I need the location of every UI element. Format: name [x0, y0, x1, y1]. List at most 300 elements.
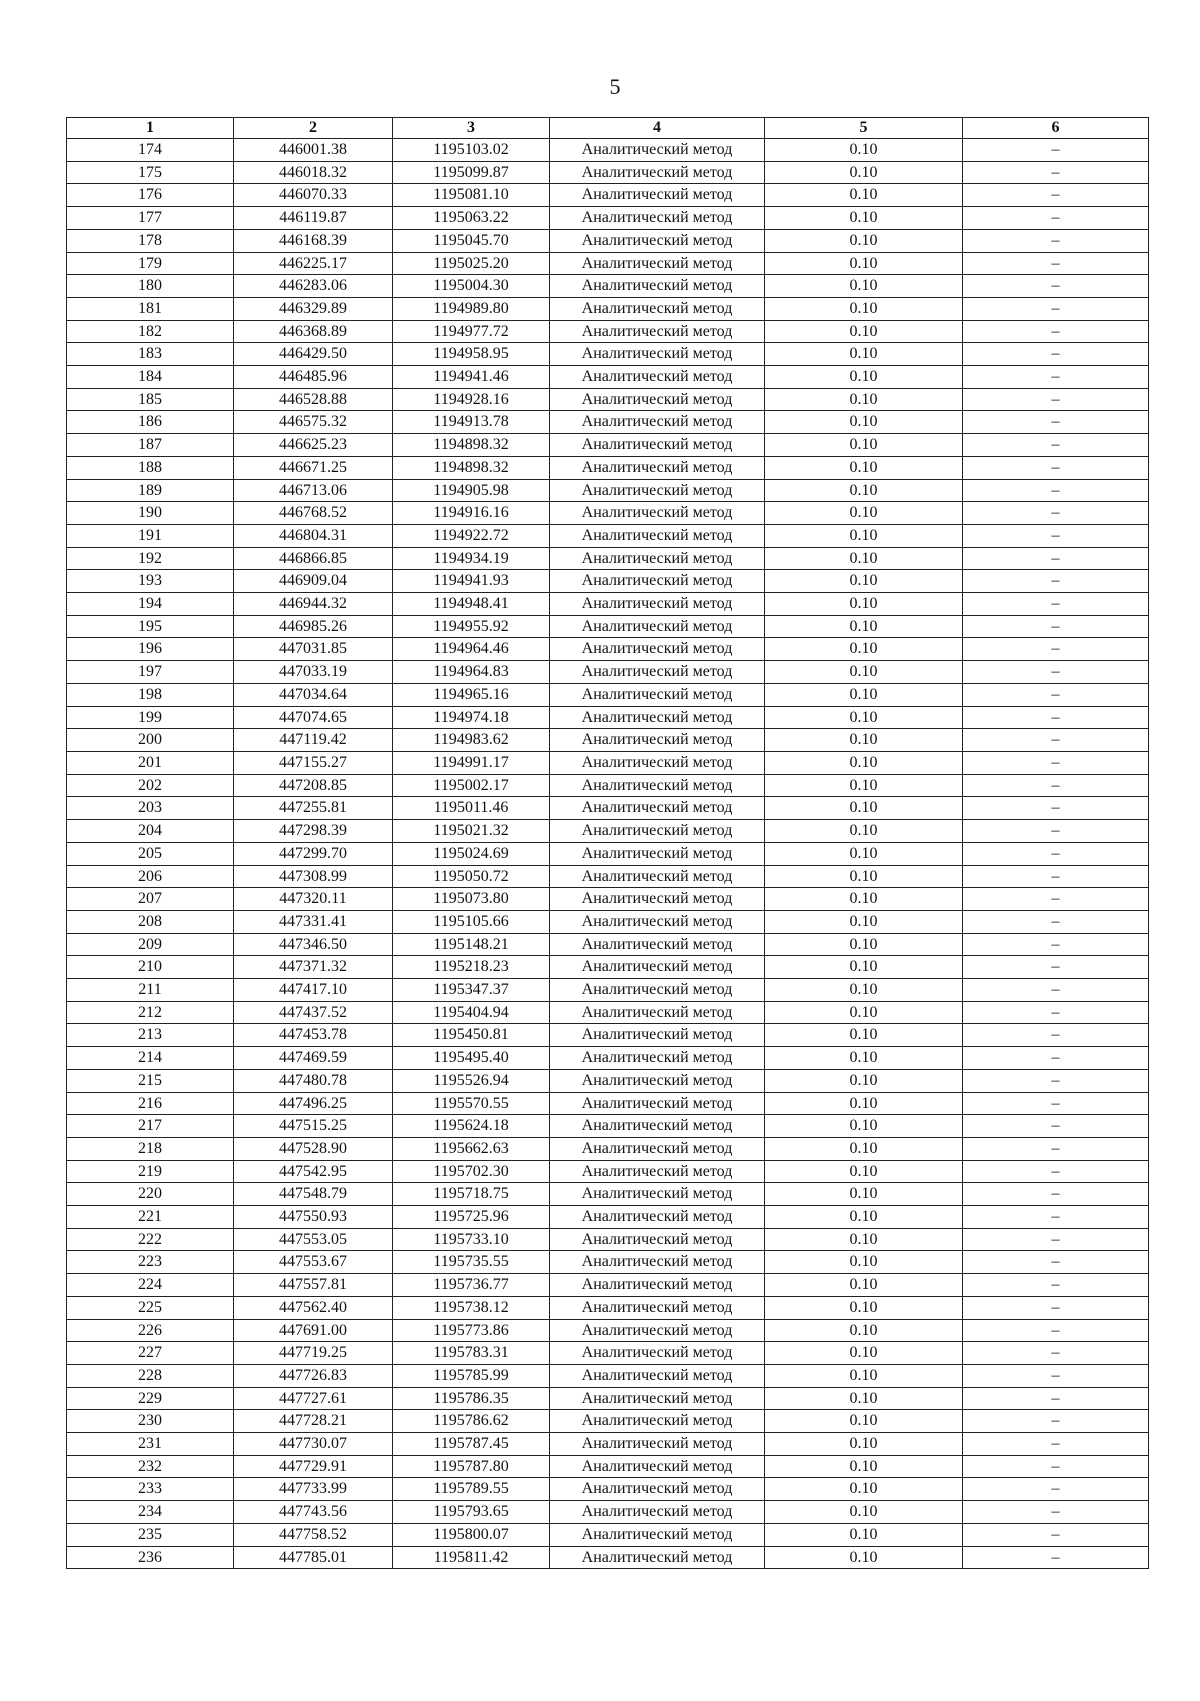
accuracy-cell: 0.10 [765, 1251, 963, 1274]
table-row [67, 933, 1149, 956]
x-coordinate-cell: 446713.06 [234, 479, 393, 502]
method-cell: Аналитический метод [550, 888, 765, 911]
x-coordinate-cell: 447785.01 [234, 1546, 393, 1569]
accuracy-cell: 0.10 [765, 774, 963, 797]
description-cell: – [963, 456, 1149, 479]
accuracy-cell: 0.10 [765, 638, 963, 661]
point-number-cell: 198 [67, 683, 234, 706]
x-coordinate-cell: 447346.50 [234, 933, 393, 956]
table-row [67, 184, 1149, 207]
point-number-cell: 215 [67, 1069, 234, 1092]
accuracy-cell: 0.10 [765, 729, 963, 752]
accuracy-cell: 0.10 [765, 161, 963, 184]
y-coordinate-cell: 1195105.66 [393, 910, 550, 933]
accuracy-cell: 0.10 [765, 820, 963, 843]
point-number-cell: 234 [67, 1501, 234, 1524]
method-cell: Аналитический метод [550, 1387, 765, 1410]
method-cell: Аналитический метод [550, 593, 765, 616]
table-row [67, 456, 1149, 479]
table-row [67, 1160, 1149, 1183]
accuracy-cell: 0.10 [765, 388, 963, 411]
method-cell: Аналитический метод [550, 320, 765, 343]
x-coordinate-cell: 447691.00 [234, 1319, 393, 1342]
accuracy-cell: 0.10 [765, 1137, 963, 1160]
y-coordinate-cell: 1195045.70 [393, 229, 550, 252]
method-cell: Аналитический метод [550, 388, 765, 411]
point-number-cell: 199 [67, 706, 234, 729]
table-row [67, 388, 1149, 411]
table-row [67, 1024, 1149, 1047]
x-coordinate-cell: 447031.85 [234, 638, 393, 661]
description-cell: – [963, 1387, 1149, 1410]
table-row [67, 1001, 1149, 1024]
table-row [67, 638, 1149, 661]
description-cell: – [963, 1342, 1149, 1365]
accuracy-cell: 0.10 [765, 797, 963, 820]
method-cell: Аналитический метод [550, 729, 765, 752]
x-coordinate-cell: 447726.83 [234, 1364, 393, 1387]
method-cell: Аналитический метод [550, 524, 765, 547]
accuracy-cell: 0.10 [765, 1410, 963, 1433]
x-coordinate-cell: 447034.64 [234, 683, 393, 706]
description-cell: – [963, 1523, 1149, 1546]
table-row [67, 1115, 1149, 1138]
table-row [67, 366, 1149, 389]
point-number-cell: 218 [67, 1137, 234, 1160]
method-cell: Аналитический метод [550, 570, 765, 593]
y-coordinate-cell: 1195702.30 [393, 1160, 550, 1183]
y-coordinate-cell: 1195073.80 [393, 888, 550, 911]
description-cell: – [963, 593, 1149, 616]
method-cell: Аналитический метод [550, 1364, 765, 1387]
x-coordinate-cell: 447255.81 [234, 797, 393, 820]
table-row [67, 275, 1149, 298]
x-coordinate-cell: 447453.78 [234, 1024, 393, 1047]
accuracy-cell: 0.10 [765, 184, 963, 207]
column-header-point-number: 1 [67, 118, 234, 139]
x-coordinate-cell: 447562.40 [234, 1296, 393, 1319]
accuracy-cell: 0.10 [765, 1342, 963, 1365]
y-coordinate-cell: 1195783.31 [393, 1342, 550, 1365]
method-cell: Аналитический метод [550, 956, 765, 979]
method-cell: Аналитический метод [550, 1319, 765, 1342]
accuracy-cell: 0.10 [765, 979, 963, 1002]
y-coordinate-cell: 1195002.17 [393, 774, 550, 797]
y-coordinate-cell: 1195050.72 [393, 865, 550, 888]
header-row [67, 118, 1149, 139]
y-coordinate-cell: 1195495.40 [393, 1047, 550, 1070]
y-coordinate-cell: 1195786.35 [393, 1387, 550, 1410]
y-coordinate-cell: 1195735.55 [393, 1251, 550, 1274]
point-number-cell: 189 [67, 479, 234, 502]
y-coordinate-cell: 1195733.10 [393, 1228, 550, 1251]
method-cell: Аналитический метод [550, 343, 765, 366]
table-row [67, 502, 1149, 525]
method-cell: Аналитический метод [550, 1206, 765, 1229]
table-row [67, 1433, 1149, 1456]
method-cell: Аналитический метод [550, 366, 765, 389]
method-cell: Аналитический метод [550, 502, 765, 525]
description-cell: – [963, 229, 1149, 252]
column-header-x: 2 [234, 118, 393, 139]
x-coordinate-cell: 446368.89 [234, 320, 393, 343]
table-row [67, 910, 1149, 933]
method-cell: Аналитический метод [550, 706, 765, 729]
x-coordinate-cell: 447758.52 [234, 1523, 393, 1546]
method-cell: Аналитический метод [550, 479, 765, 502]
accuracy-cell: 0.10 [765, 275, 963, 298]
accuracy-cell: 0.10 [765, 343, 963, 366]
y-coordinate-cell: 1194964.46 [393, 638, 550, 661]
table-row [67, 343, 1149, 366]
description-cell: – [963, 1160, 1149, 1183]
description-cell: – [963, 184, 1149, 207]
point-number-cell: 227 [67, 1342, 234, 1365]
table-body [67, 139, 1149, 1569]
description-cell: – [963, 956, 1149, 979]
point-number-cell: 179 [67, 252, 234, 275]
y-coordinate-cell: 1195773.86 [393, 1319, 550, 1342]
x-coordinate-cell: 447515.25 [234, 1115, 393, 1138]
y-coordinate-cell: 1194965.16 [393, 683, 550, 706]
table-row [67, 1342, 1149, 1365]
description-cell: – [963, 706, 1149, 729]
point-number-cell: 231 [67, 1433, 234, 1456]
x-coordinate-cell: 446018.32 [234, 161, 393, 184]
x-coordinate-cell: 446429.50 [234, 343, 393, 366]
accuracy-cell: 0.10 [765, 1206, 963, 1229]
x-coordinate-cell: 447727.61 [234, 1387, 393, 1410]
y-coordinate-cell: 1195218.23 [393, 956, 550, 979]
point-number-cell: 184 [67, 366, 234, 389]
method-cell: Аналитический метод [550, 1274, 765, 1297]
point-number-cell: 175 [67, 161, 234, 184]
point-number-cell: 194 [67, 593, 234, 616]
accuracy-cell: 0.10 [765, 1433, 963, 1456]
point-number-cell: 181 [67, 297, 234, 320]
accuracy-cell: 0.10 [765, 661, 963, 684]
point-number-cell: 229 [67, 1387, 234, 1410]
accuracy-cell: 0.10 [765, 1001, 963, 1024]
y-coordinate-cell: 1195011.46 [393, 797, 550, 820]
description-cell: – [963, 547, 1149, 570]
x-coordinate-cell: 446768.52 [234, 502, 393, 525]
accuracy-cell: 0.10 [765, 1387, 963, 1410]
x-coordinate-cell: 446329.89 [234, 297, 393, 320]
point-number-cell: 219 [67, 1160, 234, 1183]
table-row [67, 751, 1149, 774]
x-coordinate-cell: 447469.59 [234, 1047, 393, 1070]
description-cell: – [963, 797, 1149, 820]
table-row [67, 1387, 1149, 1410]
method-cell: Аналитический метод [550, 1296, 765, 1319]
x-coordinate-cell: 447033.19 [234, 661, 393, 684]
accuracy-cell: 0.10 [765, 706, 963, 729]
accuracy-cell: 0.10 [765, 1523, 963, 1546]
description-cell: – [963, 1296, 1149, 1319]
description-cell: – [963, 297, 1149, 320]
x-coordinate-cell: 446001.38 [234, 139, 393, 162]
description-cell: – [963, 1274, 1149, 1297]
description-cell: – [963, 683, 1149, 706]
table-row [67, 1183, 1149, 1206]
y-coordinate-cell: 1194913.78 [393, 411, 550, 434]
description-cell: – [963, 1455, 1149, 1478]
accuracy-cell: 0.10 [765, 1364, 963, 1387]
table-row [67, 207, 1149, 230]
table-row [67, 706, 1149, 729]
table-row [67, 774, 1149, 797]
x-coordinate-cell: 447074.65 [234, 706, 393, 729]
description-cell: – [963, 275, 1149, 298]
point-number-cell: 186 [67, 411, 234, 434]
method-cell: Аналитический метод [550, 933, 765, 956]
x-coordinate-cell: 446909.04 [234, 570, 393, 593]
page-number: 5 [609, 74, 621, 99]
x-coordinate-cell: 447417.10 [234, 979, 393, 1002]
x-coordinate-cell: 447298.39 [234, 820, 393, 843]
x-coordinate-cell: 447437.52 [234, 1001, 393, 1024]
y-coordinate-cell: 1195793.65 [393, 1501, 550, 1524]
y-coordinate-cell: 1195347.37 [393, 979, 550, 1002]
method-cell: Аналитический метод [550, 661, 765, 684]
description-cell: – [963, 320, 1149, 343]
accuracy-cell: 0.10 [765, 956, 963, 979]
x-coordinate-cell: 447119.42 [234, 729, 393, 752]
table-row [67, 297, 1149, 320]
description-cell: – [963, 1433, 1149, 1456]
x-coordinate-cell: 446528.88 [234, 388, 393, 411]
y-coordinate-cell: 1194958.95 [393, 343, 550, 366]
method-cell: Аналитический метод [550, 161, 765, 184]
accuracy-cell: 0.10 [765, 366, 963, 389]
accuracy-cell: 0.10 [765, 547, 963, 570]
point-number-cell: 185 [67, 388, 234, 411]
table-row [67, 615, 1149, 638]
point-number-cell: 197 [67, 661, 234, 684]
accuracy-cell: 0.10 [765, 1478, 963, 1501]
y-coordinate-cell: 1195099.87 [393, 161, 550, 184]
x-coordinate-cell: 447299.70 [234, 842, 393, 865]
y-coordinate-cell: 1195404.94 [393, 1001, 550, 1024]
x-coordinate-cell: 446070.33 [234, 184, 393, 207]
description-cell: – [963, 842, 1149, 865]
accuracy-cell: 0.10 [765, 683, 963, 706]
x-coordinate-cell: 446944.32 [234, 593, 393, 616]
x-coordinate-cell: 447719.25 [234, 1342, 393, 1365]
method-cell: Аналитический метод [550, 207, 765, 230]
x-coordinate-cell: 447557.81 [234, 1274, 393, 1297]
x-coordinate-cell: 447553.67 [234, 1251, 393, 1274]
point-number-cell: 236 [67, 1546, 234, 1569]
method-cell: Аналитический метод [550, 1410, 765, 1433]
y-coordinate-cell: 1194916.16 [393, 502, 550, 525]
x-coordinate-cell: 447542.95 [234, 1160, 393, 1183]
description-cell: – [963, 638, 1149, 661]
point-number-cell: 228 [67, 1364, 234, 1387]
x-coordinate-cell: 447320.11 [234, 888, 393, 911]
description-cell: – [963, 910, 1149, 933]
point-number-cell: 174 [67, 139, 234, 162]
table-row [67, 547, 1149, 570]
table-row [67, 524, 1149, 547]
description-cell: – [963, 751, 1149, 774]
description-cell: – [963, 1410, 1149, 1433]
description-cell: – [963, 343, 1149, 366]
description-cell: – [963, 729, 1149, 752]
description-cell: – [963, 1478, 1149, 1501]
point-number-cell: 204 [67, 820, 234, 843]
description-cell: – [963, 207, 1149, 230]
table-row [67, 683, 1149, 706]
accuracy-cell: 0.10 [765, 1160, 963, 1183]
y-coordinate-cell: 1194898.32 [393, 456, 550, 479]
y-coordinate-cell: 1194977.72 [393, 320, 550, 343]
table-row [67, 139, 1149, 162]
x-coordinate-cell: 447331.41 [234, 910, 393, 933]
description-cell: – [963, 1206, 1149, 1229]
accuracy-cell: 0.10 [765, 1455, 963, 1478]
accuracy-cell: 0.10 [765, 524, 963, 547]
accuracy-cell: 0.10 [765, 1069, 963, 1092]
point-number-cell: 226 [67, 1319, 234, 1342]
description-cell: – [963, 570, 1149, 593]
table-row [67, 411, 1149, 434]
description-cell: – [963, 524, 1149, 547]
description-cell: – [963, 252, 1149, 275]
table-row [67, 1228, 1149, 1251]
column-header-accuracy: 5 [765, 118, 963, 139]
method-cell: Аналитический метод [550, 1523, 765, 1546]
y-coordinate-cell: 1195004.30 [393, 275, 550, 298]
description-cell: – [963, 1092, 1149, 1115]
table-row [67, 1274, 1149, 1297]
y-coordinate-cell: 1195725.96 [393, 1206, 550, 1229]
point-number-cell: 200 [67, 729, 234, 752]
table-row [67, 1523, 1149, 1546]
accuracy-cell: 0.10 [765, 479, 963, 502]
x-coordinate-cell: 447208.85 [234, 774, 393, 797]
accuracy-cell: 0.10 [765, 933, 963, 956]
point-number-cell: 217 [67, 1115, 234, 1138]
accuracy-cell: 0.10 [765, 1092, 963, 1115]
x-coordinate-cell: 446671.25 [234, 456, 393, 479]
table-row [67, 229, 1149, 252]
description-cell: – [963, 661, 1149, 684]
x-coordinate-cell: 447496.25 [234, 1092, 393, 1115]
y-coordinate-cell: 1195789.55 [393, 1478, 550, 1501]
point-number-cell: 233 [67, 1478, 234, 1501]
point-number-cell: 196 [67, 638, 234, 661]
description-cell: – [963, 1501, 1149, 1524]
point-number-cell: 230 [67, 1410, 234, 1433]
description-cell: – [963, 1546, 1149, 1569]
table-row [67, 1047, 1149, 1070]
method-cell: Аналитический метод [550, 1228, 765, 1251]
method-cell: Аналитический метод [550, 1160, 765, 1183]
table-row [67, 842, 1149, 865]
point-number-cell: 235 [67, 1523, 234, 1546]
point-number-cell: 223 [67, 1251, 234, 1274]
description-cell: – [963, 865, 1149, 888]
y-coordinate-cell: 1195025.20 [393, 252, 550, 275]
y-coordinate-cell: 1195718.75 [393, 1183, 550, 1206]
x-coordinate-cell: 447743.56 [234, 1501, 393, 1524]
description-cell: – [963, 1251, 1149, 1274]
method-cell: Аналитический метод [550, 1433, 765, 1456]
description-cell: – [963, 388, 1149, 411]
y-coordinate-cell: 1195787.80 [393, 1455, 550, 1478]
y-coordinate-cell: 1195800.07 [393, 1523, 550, 1546]
description-cell: – [963, 979, 1149, 1002]
method-cell: Аналитический метод [550, 1024, 765, 1047]
method-cell: Аналитический метод [550, 1455, 765, 1478]
description-cell: – [963, 1228, 1149, 1251]
description-cell: – [963, 161, 1149, 184]
table-row [67, 661, 1149, 684]
accuracy-cell: 0.10 [765, 502, 963, 525]
accuracy-cell: 0.10 [765, 865, 963, 888]
method-cell: Аналитический метод [550, 1546, 765, 1569]
coordinates-table [66, 117, 1149, 1569]
point-number-cell: 193 [67, 570, 234, 593]
table-row [67, 1410, 1149, 1433]
y-coordinate-cell: 1195024.69 [393, 842, 550, 865]
table-row [67, 1296, 1149, 1319]
table-row [67, 252, 1149, 275]
method-cell: Аналитический метод [550, 1251, 765, 1274]
accuracy-cell: 0.10 [765, 434, 963, 457]
description-cell: – [963, 1319, 1149, 1342]
method-cell: Аналитический метод [550, 456, 765, 479]
table-row [67, 1092, 1149, 1115]
x-coordinate-cell: 446283.06 [234, 275, 393, 298]
y-coordinate-cell: 1195624.18 [393, 1115, 550, 1138]
description-cell: – [963, 1024, 1149, 1047]
description-cell: – [963, 411, 1149, 434]
y-coordinate-cell: 1194941.93 [393, 570, 550, 593]
accuracy-cell: 0.10 [765, 1319, 963, 1342]
x-coordinate-cell: 447550.93 [234, 1206, 393, 1229]
x-coordinate-cell: 446575.32 [234, 411, 393, 434]
y-coordinate-cell: 1195526.94 [393, 1069, 550, 1092]
x-coordinate-cell: 447308.99 [234, 865, 393, 888]
method-cell: Аналитический метод [550, 229, 765, 252]
accuracy-cell: 0.10 [765, 1024, 963, 1047]
x-coordinate-cell: 447729.91 [234, 1455, 393, 1478]
y-coordinate-cell: 1195081.10 [393, 184, 550, 207]
accuracy-cell: 0.10 [765, 751, 963, 774]
method-cell: Аналитический метод [550, 252, 765, 275]
y-coordinate-cell: 1194922.72 [393, 524, 550, 547]
method-cell: Аналитический метод [550, 1069, 765, 1092]
point-number-cell: 221 [67, 1206, 234, 1229]
table-row [67, 1546, 1149, 1569]
accuracy-cell: 0.10 [765, 1546, 963, 1569]
table-row [67, 479, 1149, 502]
y-coordinate-cell: 1195738.12 [393, 1296, 550, 1319]
table-row [67, 1251, 1149, 1274]
x-coordinate-cell: 447371.32 [234, 956, 393, 979]
point-number-cell: 212 [67, 1001, 234, 1024]
accuracy-cell: 0.10 [765, 1296, 963, 1319]
description-cell: – [963, 434, 1149, 457]
column-header-y: 3 [393, 118, 550, 139]
method-cell: Аналитический метод [550, 865, 765, 888]
accuracy-cell: 0.10 [765, 910, 963, 933]
description-cell: – [963, 1069, 1149, 1092]
point-number-cell: 201 [67, 751, 234, 774]
